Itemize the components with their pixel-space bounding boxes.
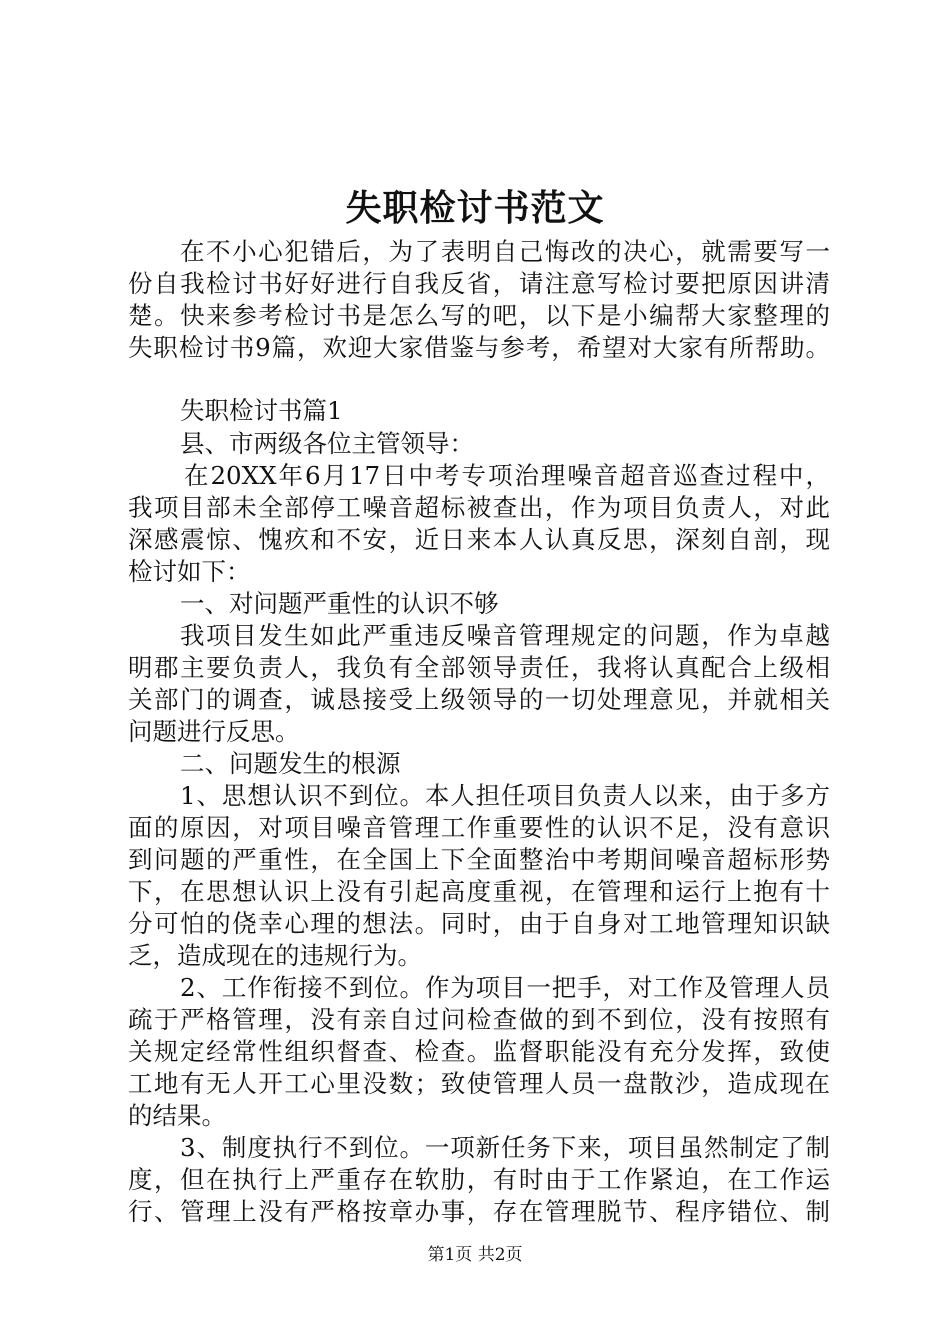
body-line: 失职检讨书9篇，欢迎大家借鉴与参考，希望对大家有所帮助。 — [128, 333, 830, 362]
document-title: 失职检讨书范文 — [345, 187, 605, 229]
body-line: 关部门的调查，诚恳接受上级领导的一切处理意见，并就相关 — [128, 685, 830, 714]
body-line: 在不小心犯错后，为了表明自己悔改的决心，就需要写一 — [180, 237, 830, 266]
body-line: 下，在思想认识上没有引起高度重视，在管理和运行上抱有十 — [128, 877, 830, 906]
body-line: 行、管理上没有严格按章办事，存在管理脱节、程序错位、制 — [128, 1197, 830, 1226]
salutation: 县、市两级各位主管领导： — [180, 429, 474, 458]
body-line: 3、制度执行不到位。一项新任务下来，项目虽然制定了制 — [180, 1133, 830, 1162]
body-line: 在20XX年6月17日中考专项治理噪音超音巡查过程中， — [184, 461, 830, 490]
body-line: 深感震惊、愧疚和不安，近日来本人认真反思，深刻自剖，现 — [128, 525, 830, 554]
body-line: 楚。快来参考检讨书是怎么写的吧，以下是小编帮大家整理的 — [128, 301, 830, 330]
body-line: 乏，造成现在的违规行为。 — [128, 941, 422, 970]
body-line: 我项目发生如此严重违反噪音管理规定的问题，作为卓越 — [180, 621, 830, 650]
body-line: 工地有无人开工心里没数；致使管理人员一盘散沙，造成现在 — [128, 1069, 830, 1098]
body-line: 的结果。 — [128, 1101, 226, 1130]
body-line: 面的原因，对项目噪音管理工作重要性的认识不足，没有意识 — [128, 813, 830, 842]
page-indicator: 第1页 共2页 — [427, 1245, 523, 1265]
body-line: 分可怕的侥幸心理的想法。同时，由于自身对工地管理知识缺 — [128, 909, 830, 938]
body-line: 度，但在执行上严重存在软肋，有时由于工作紧迫，在工作运 — [128, 1165, 830, 1194]
body-line: 2、工作衔接不到位。作为项目一把手，对工作及管理人员 — [180, 973, 830, 1002]
section-heading: 一、对问题严重性的认识不够 — [180, 589, 499, 618]
section-heading: 失职检讨书篇1 — [180, 396, 343, 425]
body-line: 关规定经常性组织督查、检查。监督职能没有充分发挥，致使 — [128, 1037, 830, 1066]
body-line: 疏于严格管理，没有亲自过问检查做的到不到位，没有按照有 — [128, 1005, 830, 1034]
body-line: 1、思想认识不到位。本人担任项目负责人以来，由于多方 — [180, 781, 830, 810]
body-line: 份自我检讨书好好进行自我反省，请注意写检讨要把原因讲清 — [128, 269, 830, 298]
body-line: 问题进行反思。 — [128, 717, 300, 746]
section-heading: 二、问题发生的根源 — [180, 749, 401, 778]
body-line: 检讨如下： — [128, 557, 251, 586]
body-line: 我项目部未全部停工噪音超标被查出，作为项目负责人，对此 — [128, 493, 830, 522]
body-line: 明郡主要负责人，我负有全部领导责任，我将认真配合上级相 — [128, 653, 830, 682]
body-line: 到问题的严重性，在全国上下全面整治中考期间噪音超标形势 — [128, 845, 830, 874]
